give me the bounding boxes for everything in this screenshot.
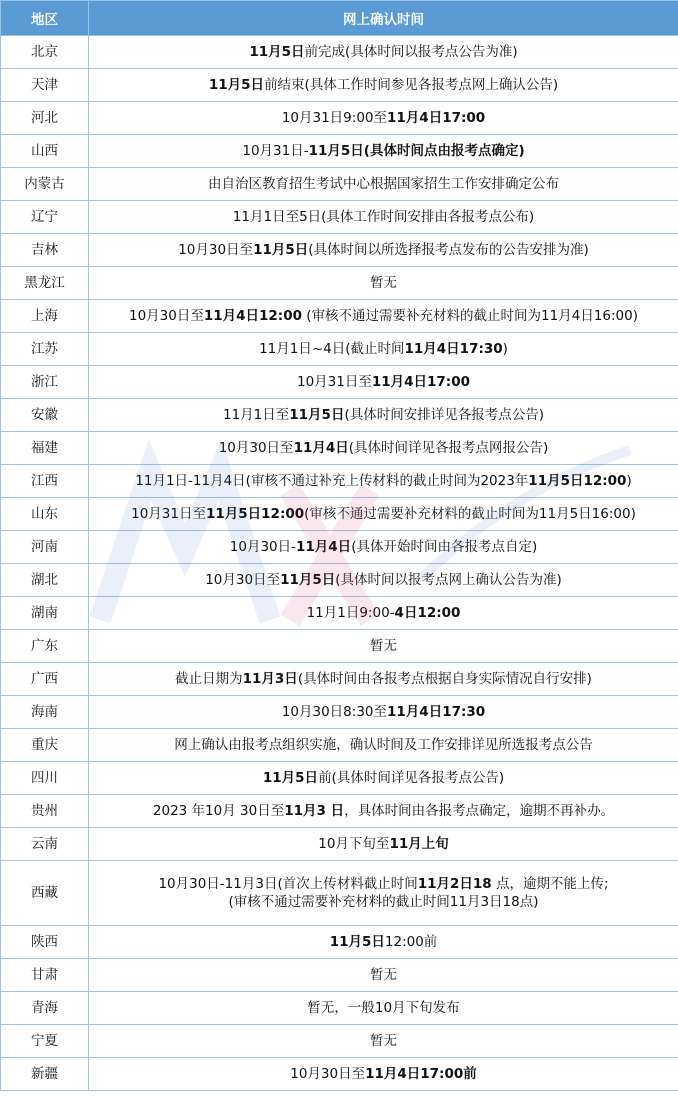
confirmation-time-cell (89, 135, 678, 168)
highlighted-date-text: 4日12:00 (394, 605, 461, 621)
detail-text: 12:00前 (384, 934, 438, 950)
detail-text: 截止日期为 (175, 671, 243, 687)
confirmation-time-cell (89, 432, 678, 465)
confirmation-time-cell (89, 597, 678, 630)
detail-text: 暂无 (370, 638, 397, 654)
detail-text: 10月31日至 (131, 506, 206, 522)
detail-text: 点，逾期不能上传; (491, 876, 609, 892)
detail-text: 10月30日至 (128, 308, 204, 324)
confirmation-time-cell (89, 729, 678, 762)
detail-text: ) (502, 341, 508, 357)
confirmation-time-cell (89, 201, 678, 234)
table-row (1, 663, 678, 696)
highlighted-date-text: 11月4日17:00前 (365, 1066, 477, 1082)
detail-text: (审核不通过需要补充材料的截止时间为11月4日16:00) (302, 308, 638, 324)
table-row (1, 564, 678, 597)
region-cell: 吉林 (1, 234, 89, 267)
confirmation-time-cell (89, 36, 678, 69)
region-cell: 山西 (1, 135, 89, 168)
confirmation-time-cell (89, 663, 678, 696)
table-row (1, 36, 678, 69)
detail-text: (具体开始时间由各报考点自定) (351, 539, 538, 555)
highlighted-date-text: 11月4日 (296, 539, 352, 555)
column-header-region: 地区 (1, 1, 89, 36)
detail-text: 11月1日至 (222, 407, 290, 423)
region-cell: 山东 (1, 498, 89, 531)
detail-text: 10月30日至 (218, 440, 294, 456)
detail-text: (审核不通过需要补充材料的截止时间为11月5日16:00) (304, 506, 636, 522)
detail-text: 网上确认由报考点组织实施，确认时间及工作安排详见所选报考点公告 (174, 737, 593, 753)
detail-text: 暂无 (370, 1033, 397, 1049)
confirmation-time-cell (89, 399, 678, 432)
detail-text: 10月30日8:30至 (281, 704, 388, 720)
table-row (1, 168, 678, 201)
detail-text: 前完成(具体时间以报考点公告为准) (304, 44, 518, 60)
table-row (1, 597, 678, 630)
region-cell: 江苏 (1, 333, 89, 366)
highlighted-date-text: 11月5日 (289, 407, 345, 423)
confirmation-time-cell (89, 959, 678, 992)
highlighted-date-text: 11月3日 (242, 671, 298, 687)
region-cell: 黑龙江 (1, 267, 89, 300)
detail-text: (具体时间由各报考点根据自身实际情况自行安排) (297, 671, 592, 687)
detail-text: 10月下旬至 (318, 836, 390, 852)
table-row (1, 729, 678, 762)
region-cell: 河南 (1, 531, 89, 564)
confirmation-time-cell (89, 102, 678, 135)
highlighted-date-text: 11月5日 (329, 934, 385, 950)
detail-text: 暂无，一般10月下旬发布 (307, 1000, 460, 1016)
detail-text: (具体时间以报考点网上确认公告为准) (335, 572, 562, 588)
highlighted-date-text: 11月5日12:00 (205, 506, 305, 522)
table-row (1, 333, 678, 366)
confirmation-time-cell (89, 300, 678, 333)
highlighted-date-text: 11月2日18 (417, 876, 492, 892)
region-cell: 广东 (1, 630, 89, 663)
confirmation-time-cell (89, 828, 678, 861)
detail-text: 11月1日至5日(具体工作时间安排由各报考点公布) (232, 209, 535, 225)
detail-text: (具体时间安排详见各报考点公告) (344, 407, 544, 423)
highlighted-date-text: 11月4日17:30 (404, 341, 503, 357)
region-cell: 浙江 (1, 366, 89, 399)
detail-text: 11月1日~4日(截止时间 (259, 341, 405, 357)
confirmation-time-cell (89, 465, 678, 498)
confirmation-time-cell (89, 1025, 678, 1058)
table-row (1, 399, 678, 432)
region-cell: 广西 (1, 663, 89, 696)
detail-text: 由自治区教育招生考试中心根据国家招生工作安排确定公布 (208, 176, 559, 192)
region-cell: 北京 (1, 36, 89, 69)
highlighted-date-text: 11月4日17:00 (371, 374, 470, 390)
confirmation-time-cell (89, 267, 678, 300)
region-cell: 陕西 (1, 926, 89, 959)
confirmation-time-cell (89, 333, 678, 366)
region-cell: 辽宁 (1, 201, 89, 234)
region-cell: 贵州 (1, 795, 89, 828)
table-row (1, 69, 678, 102)
table-row (1, 267, 678, 300)
confirmation-time-cell (89, 366, 678, 399)
highlighted-date-text: 11月5日 (253, 242, 309, 258)
table-row (1, 432, 678, 465)
confirmation-time-cell (89, 234, 678, 267)
region-cell: 新疆 (1, 1058, 89, 1091)
confirmation-time-cell (89, 795, 678, 828)
table-row (1, 366, 678, 399)
table-row (1, 1025, 678, 1058)
table-row (1, 828, 678, 861)
table-row (1, 696, 678, 729)
table-row (1, 201, 678, 234)
detail-text: 10月30日至 (205, 572, 281, 588)
detail-text: 10月30日至 (290, 1066, 366, 1082)
region-cell: 河北 (1, 102, 89, 135)
region-cell: 云南 (1, 828, 89, 861)
region-cell: 海南 (1, 696, 89, 729)
highlighted-date-text: 11月上旬 (389, 836, 449, 852)
detail-text: 前(具体时间详见各报考点公告) (318, 770, 505, 786)
confirmation-time-cell (89, 762, 678, 795)
detail-text: 暂无 (370, 275, 397, 291)
detail-text: (具体时间以所选择报考点发布的公告安排为准) (308, 242, 589, 258)
confirmation-time-cell (89, 564, 678, 597)
detail-text: ，具体时间由各报考点确定，逾期不再补办。 (344, 803, 615, 819)
region-cell: 福建 (1, 432, 89, 465)
detail-text: 11月1日9:00- (306, 605, 395, 621)
region-cell: 西藏 (1, 861, 89, 926)
confirmation-time-cell (89, 69, 678, 102)
confirmation-time-cell (89, 630, 678, 663)
highlighted-date-text: 11月5日 (208, 77, 265, 93)
highlighted-date-text: 11月3 日 (284, 803, 345, 819)
detail-text: 10月31日- (242, 143, 309, 159)
detail-text: 10月30日- (229, 539, 296, 555)
table-row (1, 959, 678, 992)
confirmation-time-cell (89, 926, 678, 959)
detail-line (93, 875, 674, 893)
column-header-time: 网上确认时间 (89, 1, 678, 36)
table-row (1, 498, 678, 531)
detail-text: ) (626, 473, 632, 489)
region-cell: 青海 (1, 992, 89, 1025)
highlighted-date-text: 11月5日 (262, 770, 319, 786)
detail-text: (审核不通过需要补充材料的截止时间11月3日18点) (228, 894, 539, 910)
confirmation-time-cell (89, 498, 678, 531)
detail-text: 10月31日至 (296, 374, 372, 390)
highlighted-date-text: 11月5日 (280, 572, 336, 588)
highlighted-date-text: 11月5日 (249, 44, 305, 60)
table-header-row (1, 1, 678, 36)
table-row (1, 861, 678, 926)
detail-text: 前结束(具体工作时间参见各报考点网上确认公告) (264, 77, 559, 93)
table-row (1, 926, 678, 959)
confirmation-time-cell (89, 1058, 678, 1091)
region-cell: 内蒙古 (1, 168, 89, 201)
table-row (1, 300, 678, 333)
table-row (1, 234, 678, 267)
region-cell: 宁夏 (1, 1025, 89, 1058)
table-row (1, 630, 678, 663)
detail-text: (具体时间详见各报考点网报公告) (348, 440, 549, 456)
confirmation-time-cell (89, 696, 678, 729)
highlighted-date-text: 11月4日12:00 (203, 308, 302, 324)
detail-text: 10月30日至 (178, 242, 254, 258)
region-cell: 天津 (1, 69, 89, 102)
detail-text: 10月30日-11月3日(首次上传材料截止时间 (158, 876, 418, 892)
table-row (1, 1058, 678, 1091)
table-row (1, 795, 678, 828)
confirmation-time-cell (89, 861, 678, 926)
confirmation-time-cell (89, 992, 678, 1025)
highlighted-date-text: 11月4日17:00 (387, 110, 486, 126)
region-cell: 湖北 (1, 564, 89, 597)
highlighted-date-text: 11月4日 (293, 440, 349, 456)
table-row (1, 762, 678, 795)
region-cell: 安徽 (1, 399, 89, 432)
region-cell: 重庆 (1, 729, 89, 762)
detail-text: 暂无 (370, 967, 397, 983)
highlighted-date-text: 11月5日(具体时间点由报考点确定) (308, 143, 525, 159)
confirmation-time-cell (89, 168, 678, 201)
region-cell: 江西 (1, 465, 89, 498)
region-cell: 四川 (1, 762, 89, 795)
table-row (1, 465, 678, 498)
table-row (1, 992, 678, 1025)
detail-line (93, 893, 674, 911)
confirmation-time-cell (89, 531, 678, 564)
highlighted-date-text: 11月5日12:00 (528, 473, 627, 489)
detail-text: 10月31日9:00至 (281, 110, 388, 126)
table-row (1, 135, 678, 168)
region-cell: 上海 (1, 300, 89, 333)
detail-text: 11月1日-11月4日(审核不通过补充上传材料的截止时间为2023年 (135, 473, 529, 489)
table-body (1, 36, 678, 1091)
highlighted-date-text: 11月4日17:30 (387, 704, 486, 720)
region-cell: 湖南 (1, 597, 89, 630)
table-row (1, 102, 678, 135)
region-cell: 甘肃 (1, 959, 89, 992)
detail-text: 2023 年10月 30日至 (152, 803, 285, 819)
table-row (1, 531, 678, 564)
